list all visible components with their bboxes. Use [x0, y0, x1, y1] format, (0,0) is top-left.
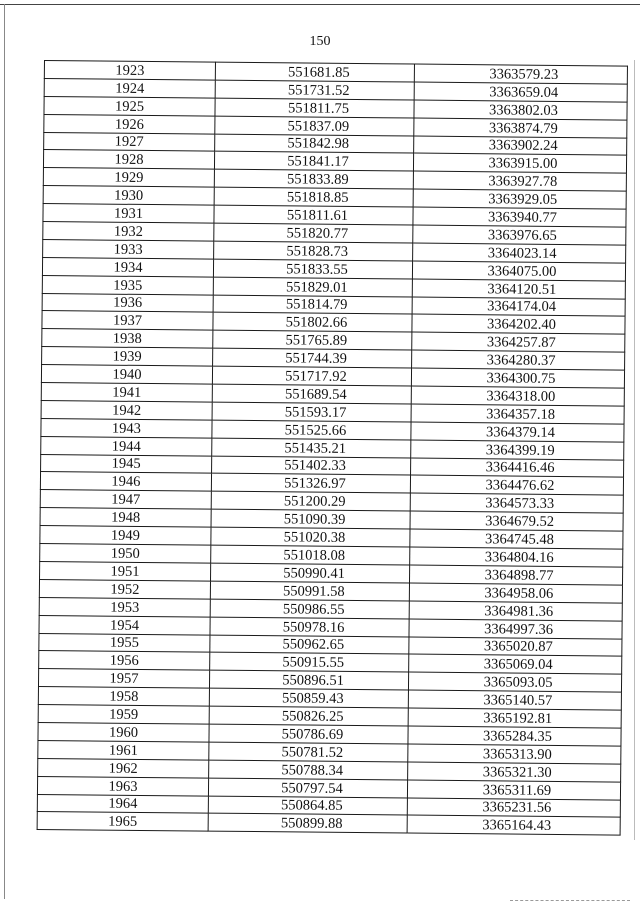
x-coordinate-cell: 551833.55	[213, 259, 412, 279]
y-coordinate-cell: 3364898.77	[409, 565, 622, 585]
x-coordinate-cell: 551326.97	[211, 474, 410, 494]
point-number-cell: 1955	[39, 633, 210, 653]
point-number-cell: 1928	[43, 150, 214, 170]
y-coordinate-cell: 3364023.14	[413, 243, 626, 263]
y-coordinate-cell: 3363976.65	[413, 225, 626, 245]
point-number-cell: 1958	[38, 687, 209, 707]
y-coordinate-cell: 3364476.62	[410, 476, 623, 496]
y-coordinate-cell: 3364075.00	[412, 261, 625, 281]
y-coordinate-cell: 3365020.87	[409, 637, 622, 657]
y-coordinate-cell: 3364679.52	[410, 511, 623, 531]
point-number-cell: 1939	[42, 347, 213, 367]
x-coordinate-cell: 551018.08	[211, 545, 410, 565]
point-number-cell: 1954	[39, 615, 210, 635]
x-coordinate-cell: 551828.73	[214, 241, 413, 261]
point-number-cell: 1941	[41, 383, 212, 403]
y-coordinate-cell: 3365321.30	[408, 762, 621, 782]
point-number-cell: 1943	[41, 418, 212, 438]
point-number-cell: 1940	[41, 365, 212, 385]
x-coordinate-cell: 551020.38	[211, 527, 410, 547]
y-coordinate-cell: 3363579.23	[414, 64, 627, 84]
x-coordinate-cell: 550896.51	[209, 670, 408, 690]
y-coordinate-cell: 3363802.03	[414, 100, 627, 120]
point-number-cell: 1931	[43, 204, 214, 224]
x-coordinate-cell: 551818.85	[214, 187, 413, 207]
point-number-cell: 1956	[39, 651, 210, 671]
point-number-cell: 1923	[44, 61, 215, 81]
y-coordinate-cell: 3365284.35	[408, 726, 621, 746]
y-coordinate-cell: 3365069.04	[409, 654, 622, 674]
point-number-cell: 1929	[43, 168, 214, 188]
y-coordinate-cell: 3364981.36	[409, 601, 622, 621]
x-coordinate-cell: 551525.66	[212, 420, 411, 440]
y-coordinate-cell: 3364357.18	[411, 404, 624, 424]
y-coordinate-cell: 3365311.69	[407, 780, 620, 800]
point-number-cell: 1924	[44, 78, 215, 98]
x-coordinate-cell: 551802.66	[213, 313, 412, 333]
y-coordinate-cell: 3365093.05	[408, 672, 621, 692]
point-number-cell: 1935	[42, 275, 213, 295]
x-coordinate-cell: 551090.39	[211, 509, 410, 529]
y-coordinate-cell: 3364958.06	[409, 583, 622, 603]
point-number-cell: 1936	[42, 293, 213, 313]
top-border-line	[0, 4, 640, 5]
right-page-edge	[634, 60, 635, 840]
y-coordinate-cell: 3365164.43	[407, 815, 620, 835]
coordinate-table-body	[37, 61, 627, 836]
point-number-cell: 1957	[38, 669, 209, 689]
point-number-cell: 1938	[42, 329, 213, 349]
point-number-cell: 1942	[41, 400, 212, 420]
x-coordinate-cell: 551200.29	[211, 492, 410, 512]
x-coordinate-cell: 551681.85	[215, 62, 414, 82]
x-coordinate-cell: 551744.39	[213, 348, 412, 368]
x-coordinate-cell: 550859.43	[209, 688, 408, 708]
point-number-cell: 1961	[38, 740, 209, 760]
y-coordinate-cell: 3364202.40	[412, 315, 625, 335]
point-number-cell: 1944	[41, 436, 212, 456]
point-number-cell: 1934	[42, 257, 213, 277]
x-coordinate-cell: 550781.52	[209, 742, 408, 762]
point-number-cell: 1948	[40, 508, 211, 528]
point-number-cell: 1959	[38, 705, 209, 725]
point-number-cell: 1927	[44, 132, 215, 152]
coordinate-table	[37, 60, 628, 836]
y-coordinate-cell: 3364416.46	[411, 458, 624, 478]
point-number-cell: 1945	[41, 454, 212, 474]
x-coordinate-cell: 550788.34	[209, 760, 408, 780]
y-coordinate-cell: 3364174.04	[412, 297, 625, 317]
x-coordinate-cell: 551837.09	[215, 116, 414, 136]
y-coordinate-cell: 3364573.33	[410, 493, 623, 513]
y-coordinate-cell: 3365231.56	[407, 798, 620, 818]
page-number: 150	[309, 34, 331, 49]
point-number-cell: 1926	[44, 114, 215, 134]
point-number-cell: 1946	[40, 472, 211, 492]
point-number-cell: 1951	[40, 561, 211, 581]
x-coordinate-cell: 550991.58	[210, 581, 409, 601]
y-coordinate-cell: 3363874.79	[414, 118, 627, 138]
y-coordinate-cell: 3363940.77	[413, 207, 626, 227]
bottom-edge-line	[510, 900, 630, 901]
point-number-cell: 1964	[37, 794, 208, 814]
x-coordinate-cell: 550826.25	[209, 706, 408, 726]
point-number-cell: 1949	[40, 526, 211, 546]
x-coordinate-cell: 551765.89	[213, 330, 412, 350]
x-coordinate-cell: 551593.17	[212, 402, 411, 422]
x-coordinate-cell: 551689.54	[212, 384, 411, 404]
x-coordinate-cell: 551731.52	[215, 80, 414, 100]
x-coordinate-cell: 551435.21	[212, 438, 411, 458]
x-coordinate-cell: 550899.88	[208, 814, 407, 834]
point-number-cell: 1960	[38, 722, 209, 742]
left-page-edge	[4, 4, 5, 899]
y-coordinate-cell: 3365192.81	[408, 708, 621, 728]
point-number-cell: 1952	[39, 579, 210, 599]
y-coordinate-cell: 3364997.36	[409, 619, 622, 639]
x-coordinate-cell: 550915.55	[210, 653, 409, 673]
y-coordinate-cell: 3364804.16	[410, 547, 623, 567]
y-coordinate-cell: 3364280.37	[412, 350, 625, 370]
x-coordinate-cell: 550864.85	[208, 796, 407, 816]
y-coordinate-cell: 3363927.78	[413, 171, 626, 191]
x-coordinate-cell: 551402.33	[212, 456, 411, 476]
y-coordinate-cell: 3364257.87	[412, 332, 625, 352]
y-coordinate-cell: 3364379.14	[411, 422, 624, 442]
x-coordinate-cell: 551811.75	[215, 98, 414, 118]
point-number-cell: 1947	[40, 490, 211, 510]
x-coordinate-cell: 551829.01	[213, 277, 412, 297]
point-number-cell: 1963	[37, 776, 208, 796]
y-coordinate-cell: 3364318.00	[411, 386, 624, 406]
coordinate-table-container	[37, 60, 610, 836]
y-coordinate-cell: 3364745.48	[410, 529, 623, 549]
point-number-cell: 1930	[43, 186, 214, 206]
y-coordinate-cell: 3363659.04	[414, 82, 627, 102]
x-coordinate-cell: 551717.92	[212, 366, 411, 386]
x-coordinate-cell: 551841.17	[214, 152, 413, 172]
y-coordinate-cell: 3365140.57	[408, 690, 621, 710]
point-number-cell: 1925	[44, 96, 215, 116]
y-coordinate-cell: 3365313.90	[408, 744, 621, 764]
x-coordinate-cell: 551842.98	[215, 134, 414, 154]
point-number-cell: 1937	[42, 311, 213, 331]
x-coordinate-cell: 550978.16	[210, 617, 409, 637]
point-number-cell: 1953	[39, 597, 210, 617]
x-coordinate-cell: 550797.54	[208, 778, 407, 798]
x-coordinate-cell: 551833.89	[214, 169, 413, 189]
point-number-cell: 1933	[43, 239, 214, 259]
y-coordinate-cell: 3364120.51	[412, 279, 625, 299]
y-coordinate-cell: 3364399.19	[411, 440, 624, 460]
y-coordinate-cell: 3364300.75	[411, 368, 624, 388]
x-coordinate-cell: 550986.55	[210, 599, 409, 619]
x-coordinate-cell: 550962.65	[210, 635, 409, 655]
x-coordinate-cell: 550990.41	[211, 563, 410, 583]
point-number-cell: 1950	[40, 544, 211, 564]
y-coordinate-cell: 3363915.00	[413, 154, 626, 174]
x-coordinate-cell: 550786.69	[209, 724, 408, 744]
point-number-cell: 1932	[43, 222, 214, 242]
y-coordinate-cell: 3363902.24	[414, 136, 627, 156]
point-number-cell: 1965	[37, 812, 208, 832]
x-coordinate-cell: 551814.79	[213, 295, 412, 315]
point-number-cell: 1962	[38, 758, 209, 778]
x-coordinate-cell: 551811.61	[214, 205, 413, 225]
y-coordinate-cell: 3363929.05	[413, 189, 626, 209]
x-coordinate-cell: 551820.77	[214, 223, 413, 243]
